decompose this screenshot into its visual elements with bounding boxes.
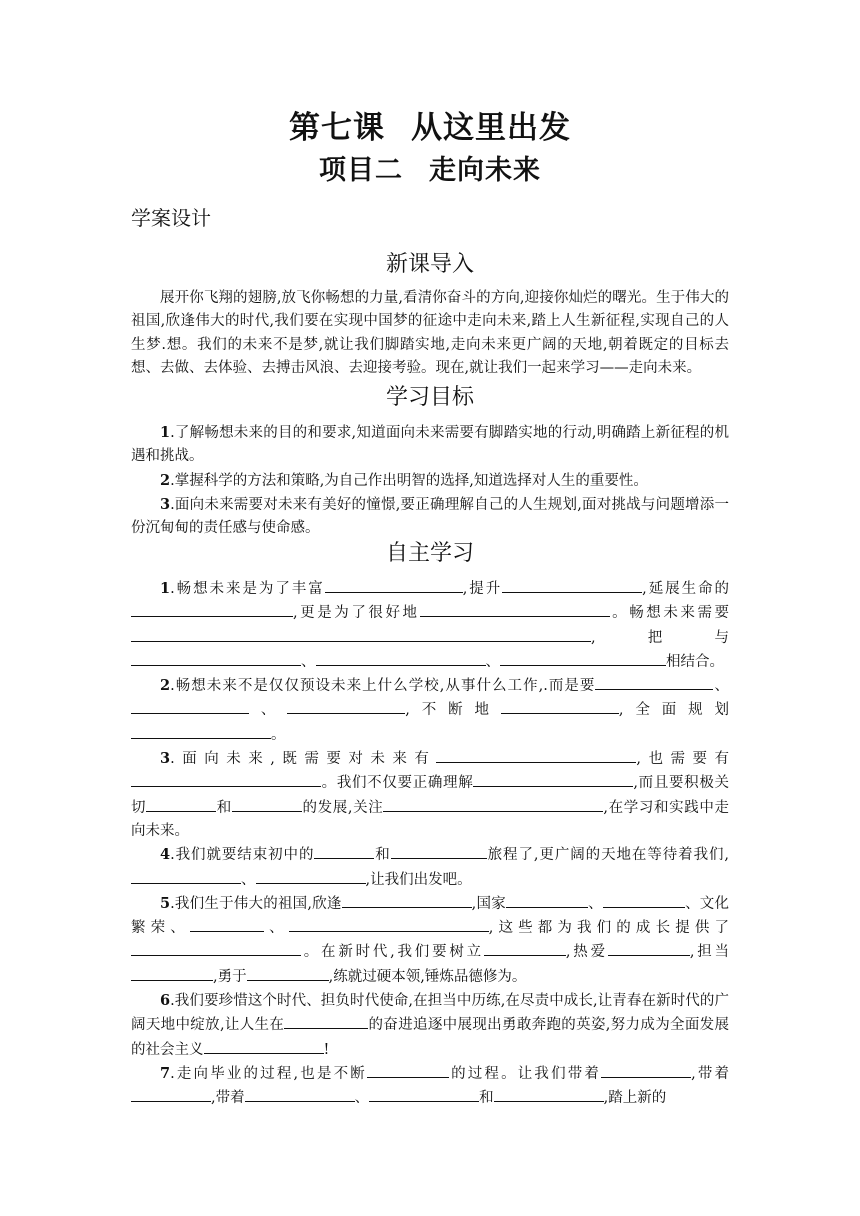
blank-field[interactable] (131, 626, 591, 642)
project-number: 项目二 (319, 155, 403, 186)
blank-field[interactable] (494, 1086, 604, 1102)
blank-field[interactable] (204, 1038, 324, 1054)
self-study-block (131, 577, 729, 1111)
blank-field[interactable] (289, 916, 489, 932)
intro-paragraph: 展开你飞翔的翅膀,放飞你畅想的力量,看清你奋斗的方向,迎接你灿烂的曙光。生于伟大的祖国,欣逢伟大的时代,我们要在实现中国梦的征途中走向未来,踏上人生新征程,实现自己的人生梦.想。我们的未来不是梦,就让我们脚踏实地,走向未来更广阔的天地,朝着既定的目标去想、去做、去体验、去搏击风浪、去迎接考验。现在,就让我们一起来学习——走向未来。 (131, 290, 729, 376)
heading-self-study: 自主学习 (385, 541, 474, 566)
blank-field[interactable] (502, 577, 642, 593)
blank-field[interactable] (146, 796, 216, 812)
blank-field[interactable] (367, 1062, 449, 1078)
blank-field[interactable] (325, 577, 463, 593)
blank-field[interactable] (601, 1062, 691, 1078)
heading-goals: 学习目标 (385, 385, 474, 410)
blank-field[interactable] (383, 796, 603, 812)
blank-field[interactable] (131, 1086, 211, 1102)
blank-field[interactable] (131, 723, 271, 739)
goal-item: 3.面向未来需要对未来有美好的憧憬,要正确理解自己的人生规划,面对挑战与问题增添一份沉甸甸的责任感与使命感。 (131, 495, 729, 537)
blank-field[interactable] (284, 1013, 368, 1029)
project-title (0, 153, 860, 189)
blank-field[interactable] (131, 601, 293, 617)
heading-intro: 新课导入 (385, 252, 474, 277)
question-6: 6.我们要珍惜这个时代、担负时代使命,在担当中历练,在尽责中成长,让青春在新时代的广阔天地中绽放,让人生在 的奋进追逐中展现出勇敢奔跑的英姿,努力成为全面发展的社会主义 ! (131, 992, 730, 1058)
blank-field[interactable] (436, 747, 636, 763)
blank-field[interactable] (316, 650, 486, 666)
blank-field[interactable] (232, 796, 302, 812)
question-2: 2.畅想未来不是仅仅预设未来上什么学校,从事什么工作,.而是要 、、 ,不断地 ,全面规划。 (131, 674, 729, 747)
lesson-name: 从这里出发 (411, 110, 571, 146)
blank-field[interactable] (391, 843, 487, 859)
blank-field[interactable] (314, 843, 374, 859)
blank-field[interactable] (190, 916, 264, 932)
blank-field[interactable] (484, 940, 566, 956)
question-4: 4.我们就要结束初中的 和 旅程了,更广阔的天地在等待着我们,、 ,让我们出发吧。 (131, 843, 729, 892)
blank-field[interactable] (131, 965, 213, 981)
blank-field[interactable] (131, 698, 249, 714)
lesson-number: 第七课 (289, 110, 385, 146)
blank-field[interactable] (256, 868, 366, 884)
question-3: 3.面向未来,既需要对未来有 ,也需要有。我们不仅要正确理解 ,而且要积极关切 和 的发展,关注 ,在学习和实践中走向未来。 (131, 747, 729, 843)
blank-field[interactable] (287, 698, 405, 714)
blank-field[interactable] (369, 1086, 479, 1102)
blank-field[interactable] (131, 868, 241, 884)
blank-field[interactable] (473, 771, 633, 787)
blank-field[interactable] (608, 940, 690, 956)
blank-field[interactable] (420, 601, 610, 617)
blank-field[interactable] (131, 771, 321, 787)
intro-block (131, 287, 729, 380)
blank-field[interactable] (603, 892, 685, 908)
goal-item: 1.了解畅想未来的目的和要求,知道面向未来需要有脚踏实地的行动,明确踏上新征程的机遇和挑战。 (131, 424, 729, 465)
blank-field[interactable] (501, 698, 619, 714)
section-design-label: 学案设计 (131, 206, 211, 230)
blank-field[interactable] (500, 650, 666, 666)
blank-field[interactable] (131, 940, 301, 956)
question-1: 1.畅想未来是为了丰富 ,提升 ,延展生命的,更是为了很好地 。畅想未来需要,把与、 、 相结合。 (131, 577, 729, 674)
blank-field[interactable] (247, 965, 329, 981)
goals-block (131, 421, 729, 540)
project-name: 走向未来 (429, 155, 541, 186)
blank-field[interactable] (131, 650, 301, 666)
blank-field[interactable] (342, 892, 472, 908)
question-7: 7.走向毕业的过程,也是不断 的过程。让我们带着 ,带着,带着 、 和 ,踏上新的 (131, 1062, 729, 1111)
blank-field[interactable] (245, 1086, 355, 1102)
lesson-title (0, 108, 860, 148)
goal-item: 2.掌握科学的方法和策略,为自己作出明智的选择,知道选择对人生的重要性。 (160, 471, 648, 489)
blank-field[interactable] (506, 892, 588, 908)
blank-field[interactable] (595, 674, 713, 690)
question-5: 5.我们生于伟大的祖国,欣逢 ,国家 、 、文化繁荣、 、 ,这些都为我们的成长提供了。在新时代,我们要树立 ,热爱 ,担当,勇于 ,练就过硬本领,锤炼品德修为。 (131, 892, 729, 989)
